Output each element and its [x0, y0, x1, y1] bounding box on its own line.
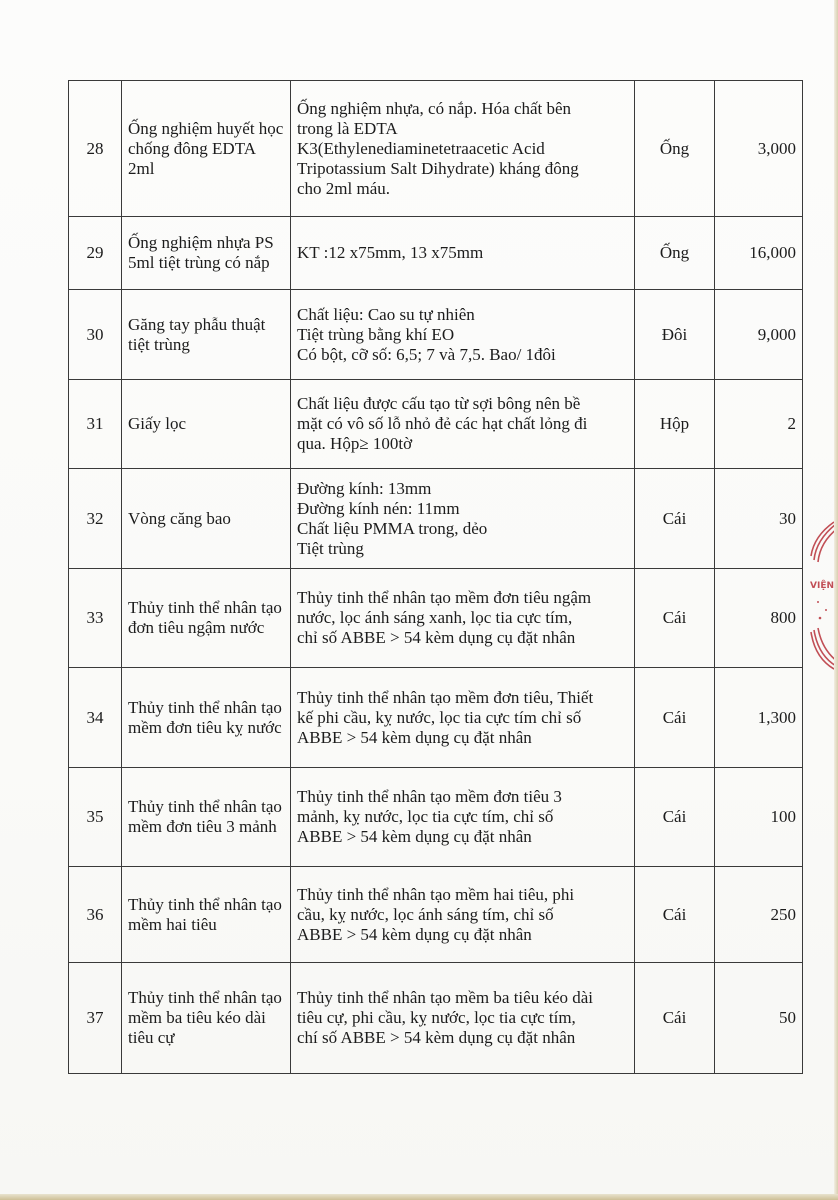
item-name: Vòng căng bao: [122, 469, 291, 569]
page-bottom-edge: [0, 1194, 838, 1200]
item-name: Giấy lọc: [122, 380, 291, 469]
table-row: [69, 290, 803, 380]
item-description: Chất liệu được cấu tạo từ sợi bông nên bề mặt có vô số lỗ nhỏ đẻ các hạt chất lỏng đi qua. Hộp≥ 100tờ: [291, 380, 635, 469]
item-description: KT :12 x75mm, 13 x75mm: [291, 217, 635, 290]
item-quantity: 30: [715, 469, 803, 569]
item-unit: Ống: [635, 217, 715, 290]
item-quantity: 3,000: [715, 81, 803, 217]
item-quantity: 250: [715, 867, 803, 963]
item-unit: Cái: [635, 569, 715, 668]
item-description: Đường kính: 13mm Đường kính nén: 11mm Chất liệu PMMA trong, dẻo Tiệt trùng: [291, 469, 635, 569]
row-number: 33: [69, 569, 122, 668]
item-name: Ống nghiệm huyết học chống đông EDTA 2ml: [122, 81, 291, 217]
row-number: 31: [69, 380, 122, 469]
table-row: [69, 217, 803, 290]
row-number: 35: [69, 768, 122, 867]
item-description: Thủy tinh thể nhân tạo mềm đơn tiêu, Thiết kế phi cầu, kỵ nước, lọc tia cực tím chỉ số ABBE > 54 kèm dụng cụ đặt nhân: [291, 668, 635, 768]
items-table: [68, 80, 803, 1074]
item-name: Ống nghiệm nhựa PS 5ml tiệt trùng có nắp: [122, 217, 291, 290]
row-number: 32: [69, 469, 122, 569]
item-unit: Cái: [635, 469, 715, 569]
row-number: 30: [69, 290, 122, 380]
item-unit: Hộp: [635, 380, 715, 469]
page-edge-shadow: [834, 0, 838, 1200]
item-quantity: 50: [715, 963, 803, 1074]
table-row: [69, 668, 803, 768]
item-name: Thủy tinh thể nhân tạo đơn tiêu ngậm nước: [122, 569, 291, 668]
row-number: 28: [69, 81, 122, 217]
table-row: [69, 81, 803, 217]
item-name: Thủy tinh thể nhân tạo mềm đơn tiêu kỵ nước: [122, 668, 291, 768]
item-unit: Cái: [635, 768, 715, 867]
item-quantity: 100: [715, 768, 803, 867]
table-row: [69, 569, 803, 668]
table-row: [69, 867, 803, 963]
item-name: Găng tay phẫu thuật tiệt trùng: [122, 290, 291, 380]
item-name: Thủy tinh thể nhân tạo mềm ba tiêu kéo dài tiêu cự: [122, 963, 291, 1074]
item-quantity: 800: [715, 569, 803, 668]
item-unit: Cái: [635, 668, 715, 768]
table-row: [69, 469, 803, 569]
item-description: Thủy tinh thể nhân tạo mềm đơn tiêu 3 mảnh, kỵ nước, lọc tia cực tím, chỉ số ABBE > 54 kèm dụng cụ đặt nhân: [291, 768, 635, 867]
row-number: 34: [69, 668, 122, 768]
item-quantity: 1,300: [715, 668, 803, 768]
item-description: Thủy tinh thể nhân tạo mềm hai tiêu, phi cầu, kỵ nước, lọc ánh sáng tím, chỉ số ABBE > 54 kèm dụng cụ đặt nhân: [291, 867, 635, 963]
item-quantity: 2: [715, 380, 803, 469]
row-number: 36: [69, 867, 122, 963]
item-quantity: 16,000: [715, 217, 803, 290]
item-unit: Ống: [635, 81, 715, 217]
stamp-text: VIỆN: [810, 581, 834, 591]
item-description: Thủy tinh thể nhân tạo mềm ba tiêu kéo dài tiêu cự, phi cầu, kỵ nước, lọc tia cực tím, chí số ABBE > 54 kèm dụng cụ đặt nhân: [291, 963, 635, 1074]
item-name: Thủy tinh thể nhân tạo mềm đơn tiêu 3 mảnh: [122, 768, 291, 867]
item-description: Thủy tinh thể nhân tạo mềm đơn tiêu ngậm nước, lọc ánh sáng xanh, lọc tia cực tím, chỉ số ABBE > 54 kèm dụng cụ đặt nhân: [291, 569, 635, 668]
item-name: Thủy tinh thể nhân tạo mềm hai tiêu: [122, 867, 291, 963]
item-description: Ống nghiệm nhựa, có nắp. Hóa chất bên trong là EDTA K3(Ethylenediaminetetraacetic Acid Tripotassium Salt Dihydrate) kháng đông cho 2ml máu.: [291, 81, 635, 217]
item-unit: Đôi: [635, 290, 715, 380]
item-unit: Cái: [635, 867, 715, 963]
row-number: 37: [69, 963, 122, 1074]
item-description: Chất liệu: Cao su tự nhiên Tiệt trùng bằng khí EO Có bột, cỡ số: 6,5; 7 và 7,5. Bao/ 1đôi: [291, 290, 635, 380]
row-number: 29: [69, 217, 122, 290]
item-unit: Cái: [635, 963, 715, 1074]
table-row: [69, 963, 803, 1074]
table-row: [69, 768, 803, 867]
table-row: [69, 380, 803, 469]
item-quantity: 9,000: [715, 290, 803, 380]
